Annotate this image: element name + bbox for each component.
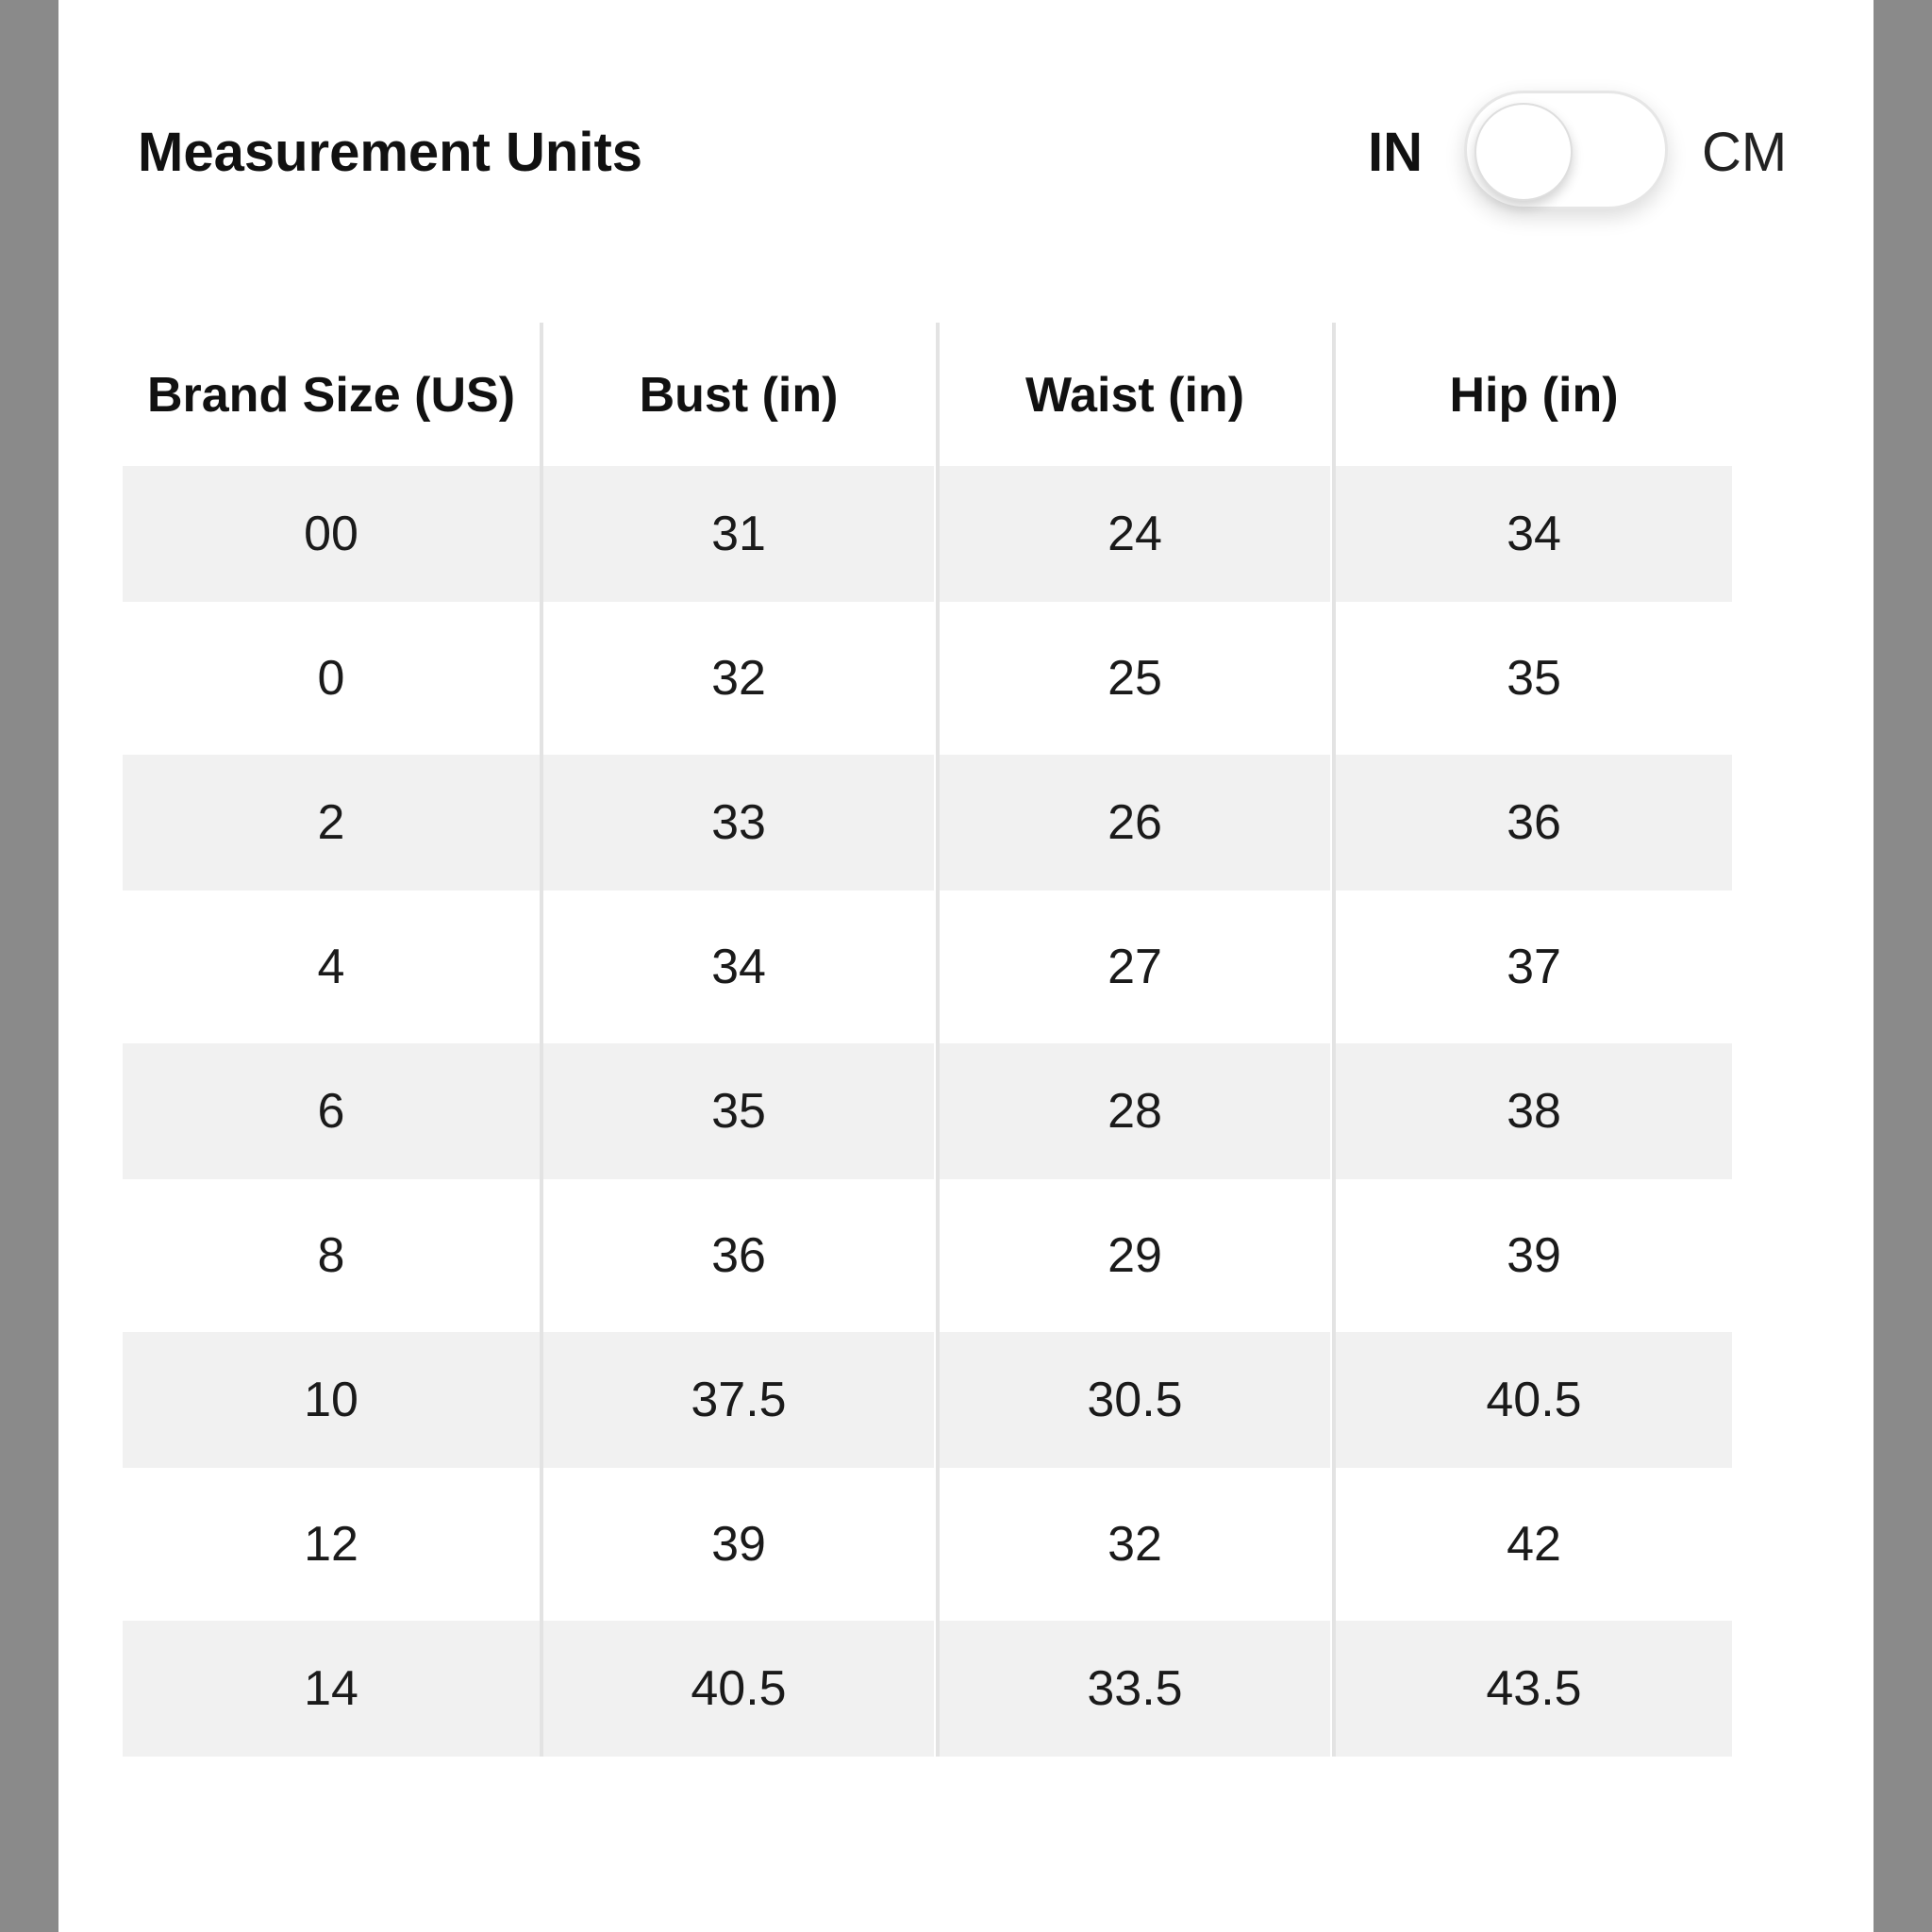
table-cell: 27 — [1108, 940, 1162, 994]
column-header: Bust (in) — [639, 367, 839, 423]
table-cell: 39 — [1507, 1228, 1561, 1283]
size-table — [123, 323, 1732, 1716]
table-cell: 8 — [317, 1228, 345, 1283]
table-cell: 40.5 — [1336, 1332, 1732, 1468]
table-cell: 38 — [1336, 1043, 1732, 1179]
table-cell: 0 — [317, 651, 345, 706]
size-chart-panel — [58, 0, 1874, 1932]
column-divider — [540, 323, 543, 1757]
measurement-units-label: Measurement Units — [138, 122, 643, 183]
table-row — [123, 1332, 1732, 1468]
table-cell: 35 — [1507, 651, 1561, 706]
table-row — [123, 1621, 1732, 1757]
table-header-row — [123, 323, 1732, 467]
table-cell: 36 — [711, 1228, 766, 1283]
table-cell: 2 — [123, 755, 540, 891]
toggle-knob[interactable] — [1474, 103, 1573, 201]
table-cell: 12 — [304, 1517, 358, 1572]
table-cell: 30.5 — [940, 1332, 1330, 1468]
table-cell: 34 — [711, 940, 766, 994]
table-cell: 24 — [940, 466, 1330, 602]
table-cell: 26 — [940, 755, 1330, 891]
table-cell: 4 — [317, 940, 345, 994]
table-cell: 32 — [711, 651, 766, 706]
table-row — [123, 1188, 1732, 1324]
table-cell: 32 — [1108, 1517, 1162, 1572]
table-cell: 35 — [543, 1043, 934, 1179]
table-cell: 33 — [543, 755, 934, 891]
table-cell: 34 — [1336, 466, 1732, 602]
table-cell: 31 — [543, 466, 934, 602]
table-cell: 00 — [123, 466, 540, 602]
unit-cm-label: CM — [1702, 122, 1788, 183]
table-cell: 37.5 — [543, 1332, 934, 1468]
table-cell: 29 — [1108, 1228, 1162, 1283]
table-cell: 40.5 — [543, 1621, 934, 1757]
table-cell: 33.5 — [940, 1621, 1330, 1757]
table-cell: 14 — [123, 1621, 540, 1757]
table-cell: 36 — [1336, 755, 1732, 891]
column-divider — [936, 323, 940, 1757]
unit-toggle[interactable] — [1464, 91, 1668, 209]
table-row — [123, 755, 1732, 891]
column-header: Waist (in) — [1024, 367, 1245, 423]
table-cell: 6 — [123, 1043, 540, 1179]
table-cell: 25 — [1108, 651, 1162, 706]
table-cell: 39 — [711, 1517, 766, 1572]
table-row — [123, 899, 1732, 1035]
table-row — [123, 1476, 1732, 1612]
table-cell: 10 — [123, 1332, 540, 1468]
table-row — [123, 466, 1732, 602]
column-header: Brand Size (US) — [146, 367, 516, 423]
table-row — [123, 1043, 1732, 1179]
column-divider — [1332, 323, 1336, 1757]
column-header: Hip (in) — [1449, 367, 1619, 423]
table-cell: 42 — [1507, 1517, 1561, 1572]
unit-in-label: IN — [1368, 122, 1423, 183]
table-row — [123, 610, 1732, 746]
table-cell: 43.5 — [1336, 1621, 1732, 1757]
table-cell: 37 — [1507, 940, 1561, 994]
table-cell: 28 — [940, 1043, 1330, 1179]
